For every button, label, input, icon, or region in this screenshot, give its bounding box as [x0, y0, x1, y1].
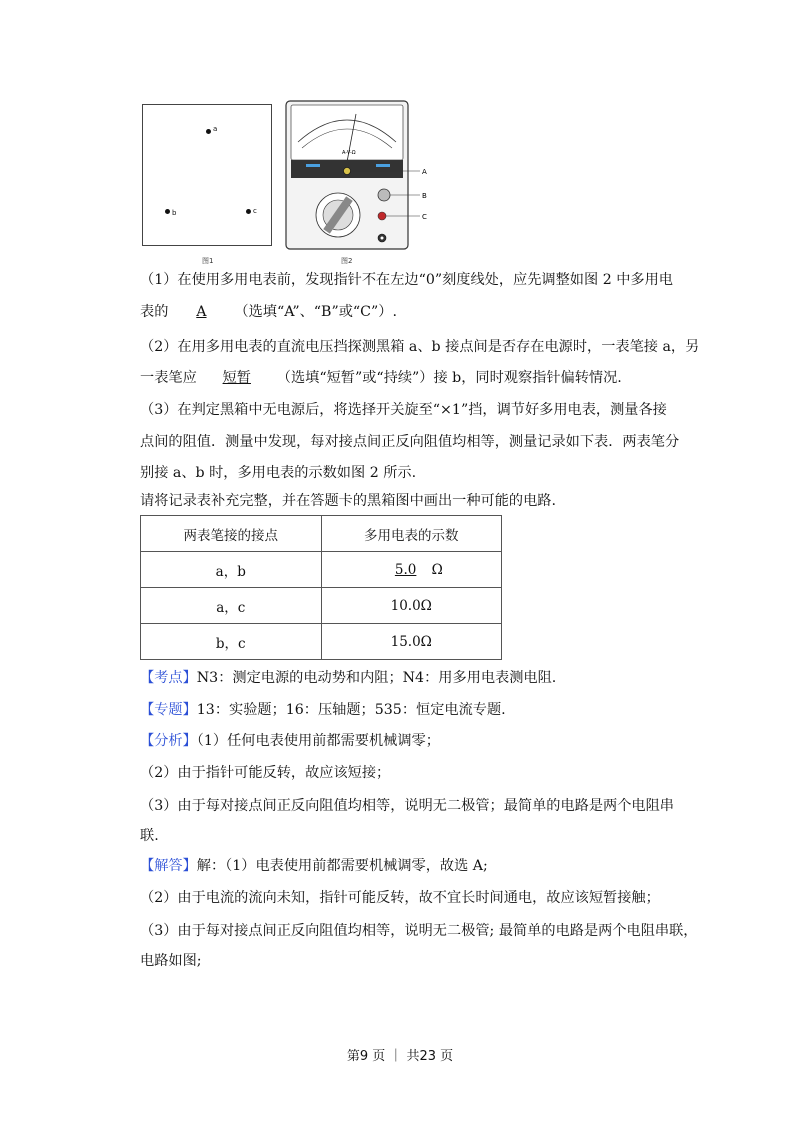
fenxi-line1	[140, 731, 660, 751]
kaodian-tag: 【考点】	[140, 670, 197, 686]
terminal-b-label: b	[172, 209, 177, 217]
q3-line1: （3）在判定黑箱中无电源后，将选择开关旋至“×1”挡，调节好多用电表，测量各接	[140, 402, 667, 418]
fenxi-line4: 联.	[140, 828, 159, 844]
q2-line2	[140, 368, 660, 388]
table-row	[141, 588, 502, 624]
label-c: C	[422, 213, 427, 221]
table-row	[141, 624, 502, 660]
table-header-reading: 多用电表的示数	[321, 516, 502, 552]
row-reading: 15.0Ω	[321, 624, 502, 660]
q1-line2-post: （选填“A”、“B”或“C”）.	[234, 304, 397, 320]
label-a: A	[422, 168, 427, 176]
q3-line3: 别接 a、b 时，多用电表的示数如图 2 所示.	[140, 465, 417, 481]
record-table	[140, 515, 502, 660]
table-header-row	[141, 516, 502, 552]
q1-line1: （1）在使用多用电表前，发现指针不在左边“0”刻度线处，应先调整如图 2 中多用电	[140, 272, 673, 288]
q2-answer-blank: 短暂	[222, 370, 251, 386]
reading-unit: Ω	[431, 561, 443, 578]
row-reading: 10.0Ω	[321, 588, 502, 624]
jieda-line4: 电路如图;	[140, 953, 202, 969]
q2-line2-pre: 一表笔应	[140, 370, 197, 386]
fenxi-line3: （3）由于每对接点间正反向阻值均相等，说明无二极管；最简单的电路是两个电阻串	[140, 798, 674, 814]
q1-line2	[140, 302, 660, 322]
terminal-a-label: a	[213, 125, 218, 133]
terminal-a	[206, 129, 211, 134]
q3-line4: 请将记录表补充完整，并在答题卡的黑箱图中画出一种可能的电路.	[140, 493, 556, 509]
q2-line2-post: （选填“短暂”或“持续”）接 b，同时观察指针偏转情况.	[276, 370, 622, 386]
zhuanti-text: 13：实验题；16：压轴题；535：恒定电流专题.	[196, 702, 506, 718]
jieda-line1	[140, 856, 660, 876]
table-row	[141, 552, 502, 588]
knob-a-mechanical-zero	[344, 168, 351, 175]
jieda-tag: 【解答】	[140, 858, 197, 874]
figure-2-caption: 图2	[341, 257, 353, 265]
figure-1-black-box	[142, 104, 272, 246]
jieda-line2: （2）由于电流的流向未知，指针可能反转，故不宜长时间通电，故应该短暂接触；	[140, 890, 660, 906]
row-reading	[321, 552, 502, 588]
fenxi-tag: 【分析】	[140, 733, 197, 749]
zhuanti-line	[140, 700, 660, 720]
jieda-text-1: 解：（1）电表使用前都需要机械调零，故选 A;	[196, 858, 488, 874]
fenxi-line2: （2）由于指针可能反转，故应该短接；	[140, 765, 391, 781]
label-b: B	[422, 192, 427, 200]
figure-1-caption: 图1	[202, 257, 214, 265]
dial-unit-text: A-V-Ω	[342, 150, 356, 156]
jieda-line3: （3）由于每对接点间正反向阻值均相等，说明无二极管; 最简单的电路是两个电阻串联，	[140, 923, 698, 939]
table-header-points: 两表笔接的接点	[141, 516, 322, 552]
figure-2-multimeter	[284, 100, 436, 250]
row-points: a，c	[141, 588, 322, 624]
row-points: b，c	[141, 624, 322, 660]
socket-c	[378, 212, 386, 220]
row-points: a，b	[141, 552, 322, 588]
terminal-b	[165, 209, 170, 214]
q1-line2-pre: 表的	[140, 304, 169, 320]
kaodian-line	[140, 668, 660, 688]
zhuanti-tag: 【专题】	[140, 702, 197, 718]
knob-b-ohm-zero	[378, 189, 390, 201]
q2-line1: （2）在用多用电表的直流电压挡探测黑箱 a、b 接点间是否存在电源时，一表笔接 a，另	[140, 339, 700, 355]
q1-answer-blank: A	[196, 304, 207, 320]
reading-answer-blank: 5.0	[394, 561, 417, 578]
fenxi-text-1: （1）任何电表使用前都需要机械调零；	[196, 733, 440, 749]
page-footer: 第9 页 ｜ 共23 页	[346, 1049, 454, 1064]
q3-line2: 点间的阻值．测量中发现，每对接点间正反向阻值均相等，测量记录如下表．两表笔分	[140, 434, 680, 450]
terminal-c	[246, 209, 251, 214]
kaodian-text: N3：测定电源的电动势和内阻；N4：用多用电表测电阻.	[196, 670, 557, 686]
terminal-c-label: c	[253, 207, 257, 215]
